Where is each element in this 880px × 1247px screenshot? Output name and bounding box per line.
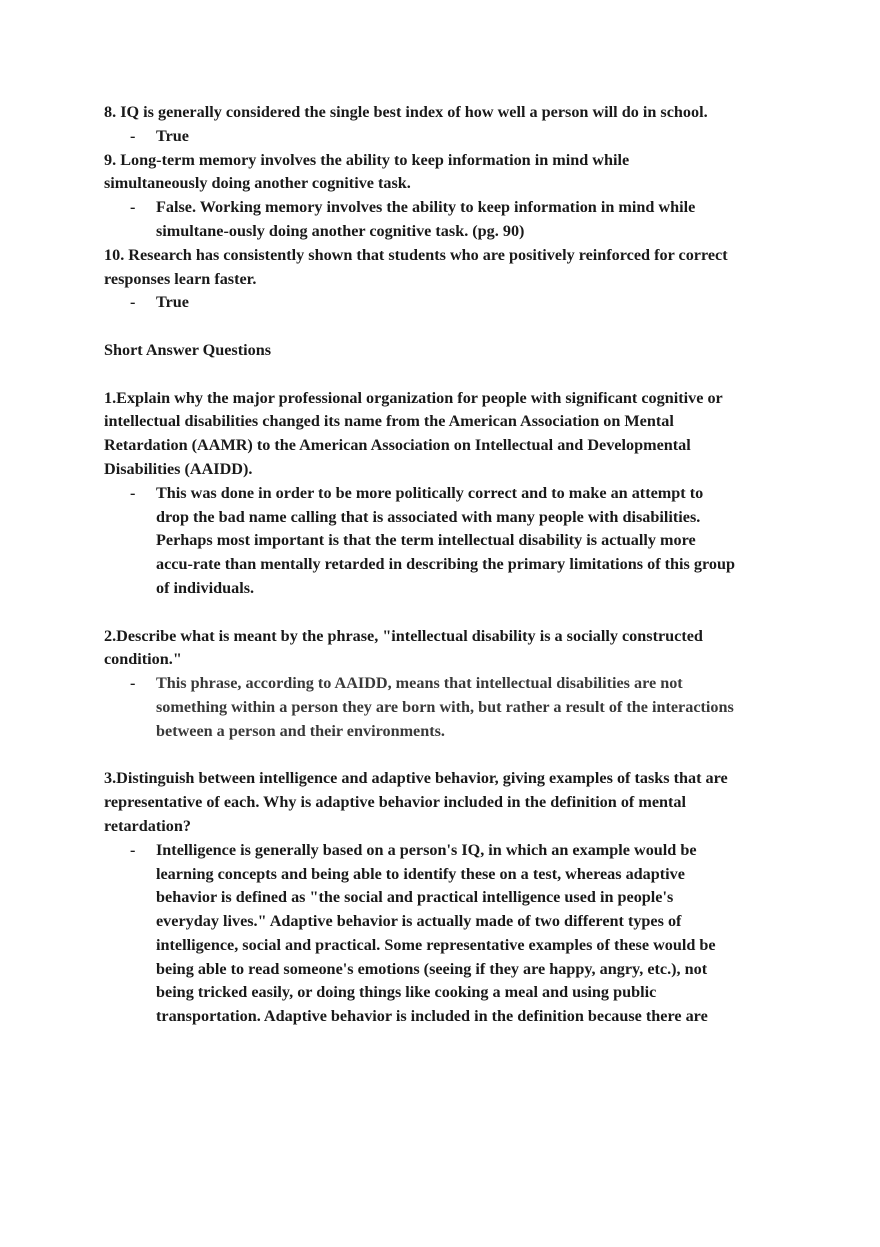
answer-text: everyday lives." Adaptive behavior is actually made of two different types of (156, 912, 682, 931)
question-text: 2.Describe what is meant by the phrase, "intellectual disability is a socially constructed (104, 626, 703, 645)
question-text: retardation? (104, 816, 191, 835)
answer-block (104, 291, 784, 315)
bullet-dash: - (130, 483, 136, 502)
bullet-dash: - (130, 198, 136, 217)
answer-text: True (156, 293, 189, 312)
question-text: condition." (104, 650, 182, 669)
question-text: responses learn faster. (104, 269, 257, 288)
answer-text: being tricked easily, or doing things like cooking a meal and using public (156, 983, 657, 1002)
question-text: representative of each. Why is adaptive behavior included in the definition of mental (104, 793, 687, 812)
question-8 (104, 101, 784, 149)
answer-block (104, 196, 784, 244)
answer-text: Intelligence is generally based on a person's IQ, in which an example would be (156, 840, 697, 859)
bullet-dash: - (130, 293, 136, 312)
answer-text: transportation. Adaptive behavior is included in the definition because there are (156, 1007, 708, 1026)
answer-block (104, 482, 784, 601)
answer-text: learning concepts and being able to identify these on a test, whereas adaptive (156, 864, 685, 883)
question-text: 1.Explain why the major professional organization for people with significant cognitive or (104, 388, 723, 407)
answer-text: drop the bad name calling that is associated with many people with disabilities. (156, 507, 701, 526)
bullet-dash: - (130, 126, 136, 145)
spacer (104, 363, 784, 387)
answer-text: intelligence, social and practical. Some representative examples of these would be (156, 935, 716, 954)
question-text: 3.Distinguish between intelligence and adaptive behavior, giving examples of tasks that are (104, 769, 728, 788)
question-text: intellectual disabilities changed its name from the American Association on Mental (104, 412, 674, 431)
answer-text: This phrase, according to AAIDD, means that intellectual disabilities are not (156, 674, 683, 693)
question-text: simultaneously doing another cognitive task. (104, 174, 411, 193)
answer-text: simultane-ously doing another cognitive task. (pg. 90) (156, 221, 525, 240)
spacer (104, 744, 784, 768)
answer-text: accu-rate than mentally retarded in describing the primary limitations of this group (156, 555, 735, 574)
answer-block (104, 125, 784, 149)
answer-text: False. Working memory involves the ability to keep information in mind while (156, 198, 696, 217)
question-text: 10. Research has consistently shown that students who are positively reinforced for correct (104, 245, 728, 264)
spacer (104, 315, 784, 339)
answer-text: behavior is defined as "the social and practical intelligence used in people's (156, 888, 674, 907)
short-answer-3 (104, 767, 784, 1029)
page-content (104, 101, 784, 1029)
spacer (104, 601, 784, 625)
answer-text: This was done in order to be more politically correct and to make an attempt to (156, 483, 704, 502)
answer-block (104, 839, 784, 1029)
bullet-dash: - (130, 674, 136, 693)
answer-text: Perhaps most important is that the term intellectual disability is actually more (156, 531, 696, 550)
short-answer-1 (104, 387, 784, 601)
answer-text: between a person and their environments. (156, 721, 445, 740)
question-9 (104, 149, 784, 244)
answer-text: True (156, 126, 189, 145)
answer-text: being able to read someone's emotions (seeing if they are happy, angry, etc.), not (156, 959, 708, 978)
question-text: Retardation (AAMR) to the American Association on Intellectual and Developmental (104, 436, 691, 455)
bullet-dash: - (130, 840, 136, 859)
question-10 (104, 244, 784, 315)
short-answer-2 (104, 625, 784, 744)
question-text: 9. Long-term memory involves the ability to keep information in mind while (104, 150, 630, 169)
answer-block (104, 672, 784, 743)
section-heading: Short Answer Questions (104, 340, 271, 359)
answer-text: of individuals. (156, 578, 255, 597)
question-text: 8. IQ is generally considered the single best index of how well a person will do in school. (104, 103, 708, 121)
question-text: Disabilities (AAIDD). (104, 459, 253, 478)
answer-text: something within a person they are born with, but rather a result of the interactions (156, 697, 734, 716)
